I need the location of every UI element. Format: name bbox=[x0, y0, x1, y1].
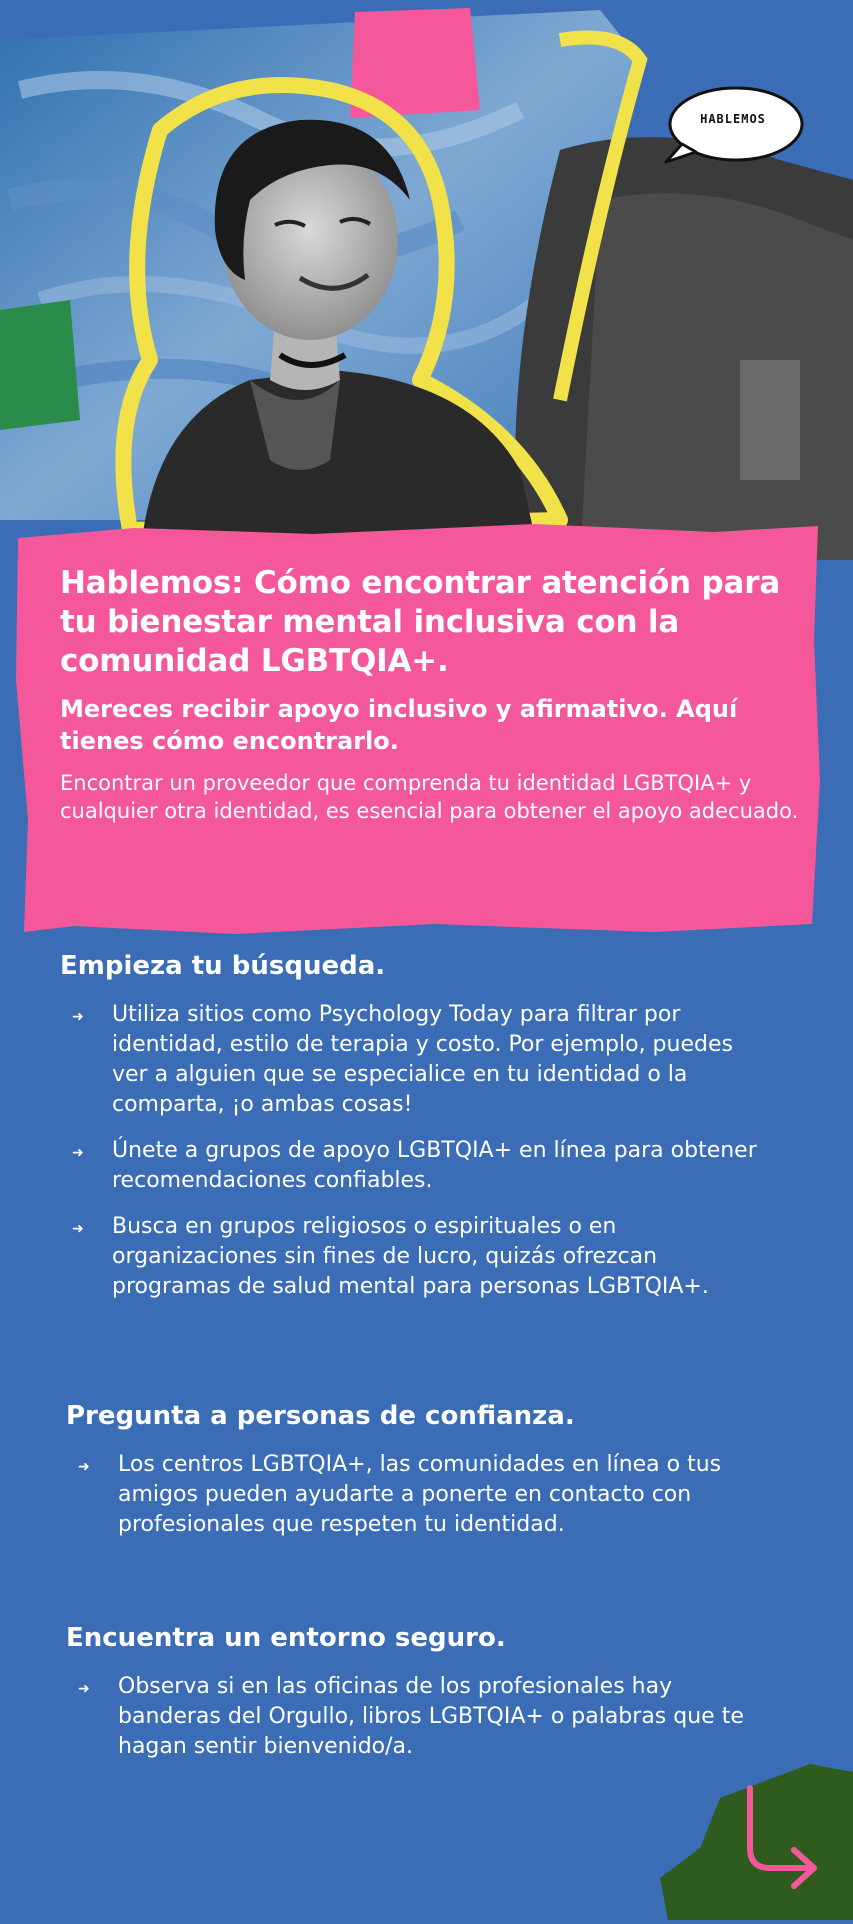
intro-card bbox=[14, 520, 822, 940]
list-item: ➜ Busca en grupos religiosos o espirituales o en organizaciones sin fines de lucro, quizás ofrezcan programas de salud mental para personas LGBTQIA+. bbox=[72, 1214, 709, 1299]
section-heading: Encuentra un entorno seguro. bbox=[66, 1623, 506, 1653]
arrow-right-icon: ➜ bbox=[72, 1221, 84, 1237]
corner-decoration bbox=[660, 1758, 853, 1920]
section-ask-trusted bbox=[66, 1400, 766, 1556]
page-subtitle: Mereces recibir apoyo inclusivo y afirmativo. Aquí tienes cómo encontrarlo. bbox=[60, 695, 738, 755]
arrow-right-icon: ➜ bbox=[78, 1681, 90, 1697]
section-heading: Pregunta a personas de confianza. bbox=[66, 1401, 575, 1431]
intro-text: Encontrar un proveedor que comprenda tu identidad LGBTQIA+ y cualquier otra identidad, es esencial para obtener el apoyo adecuado. bbox=[60, 771, 799, 823]
bullet-list bbox=[66, 1450, 766, 1540]
arrow-right-icon: ➜ bbox=[72, 1009, 84, 1025]
section-heading: Empieza tu búsqueda. bbox=[60, 951, 386, 981]
list-item: ➜ Utiliza sitios como Psychology Today para filtrar por identidad, estilo de terapia y costo. Por ejemplo, puedes ver a alguien que se especialice en tu identidad o la comparta, ¡o ambas cosas! bbox=[72, 1002, 733, 1117]
list-item: ➜ Únete a grupos de apoyo LGBTQIA+ en línea para obtener recomendaciones confiables. bbox=[72, 1138, 757, 1193]
page-title: Hablemos: Cómo encontrar atención para tu bienestar mental inclusiva con la comunidad LGBTQIA+. bbox=[60, 565, 781, 679]
bullet-list bbox=[66, 1672, 766, 1762]
list-item: ➜ Observa si en las oficinas de los profesionales hay banderas del Orgullo, libros LGBTQIA+ o palabras que te hagan sentir bienvenido/a. bbox=[78, 1674, 744, 1759]
hero-image bbox=[0, 0, 853, 560]
section-safe-environment bbox=[66, 1622, 766, 1778]
section-start-search bbox=[60, 950, 760, 1318]
arrow-right-icon: ➜ bbox=[78, 1459, 90, 1475]
speech-bubble bbox=[660, 82, 806, 168]
arrow-right-icon: ➜ bbox=[72, 1145, 84, 1161]
bullet-list bbox=[60, 1000, 760, 1302]
speech-bubble-text: HABLEMOS bbox=[700, 112, 766, 126]
list-item: ➜ Los centros LGBTQIA+, las comunidades en línea o tus amigos pueden ayudarte a ponerte en contacto con profesionales que respeten tu identidad. bbox=[78, 1452, 722, 1537]
